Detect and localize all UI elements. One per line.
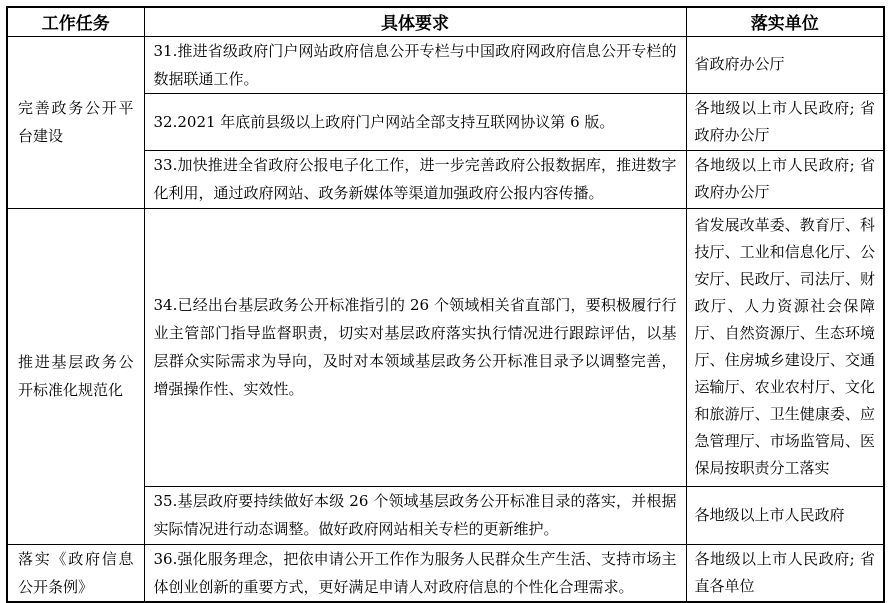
unit-cell-33: 各地级以上市人民政府; 省政府办公厅 [686, 150, 884, 208]
table-row [7, 36, 884, 93]
unit-cell-31: 省政府办公厅 [686, 36, 884, 93]
document-table [6, 6, 885, 603]
requirement-cell-31: 31.推进省级政府门户网站政府信息公开专栏与中国政府网政府信息公开专栏的数据联通工作。 [144, 36, 686, 93]
table-row [7, 544, 884, 602]
unit-cell-32: 各地级以上市人民政府; 省政府办公厅 [686, 93, 884, 150]
task-cell-grassroots-standardization: 推进基层政务公开标准化规范化 [7, 208, 144, 544]
requirement-cell-33: 33.加快推进全省政府公报电子化工作，进一步完善政府公报数据库，推进数字化利用，通过政府网站、政务新媒体等渠道加强政府公报内容传播。 [144, 150, 686, 208]
requirement-column-header: 具体要求 [144, 7, 686, 36]
task-cell-implement-regulation: 落实《政府信息公开条例》 [7, 544, 144, 602]
requirement-cell-34: 34.已经出台基层政务公开标准指引的 26 个领域相关省直部门，要积极履行行业主管部门指导监督职责，切实对基层政府落实执行情况进行跟踪评估，以基层群众实际需求为导向，及时对本领域基层政务公开标准目录予以调整完善，增强操作性、实效性。 [144, 208, 686, 486]
task-cell-platform-building: 完善政务公开平台建设 [7, 36, 144, 208]
requirement-cell-36: 36.强化服务理念，把依申请公开工作作为服务人民群众生产生活、支持市场主体创业创新的重要方式，更好满足申请人对政府信息的个性化合理需求。 [144, 544, 686, 602]
unit-cell-36: 各地级以上市人民政府; 省直各单位 [686, 544, 884, 602]
requirement-cell-32: 32.2021 年底前县级以上政府门户网站全部支持互联网协议第 6 版。 [144, 93, 686, 150]
requirement-cell-35: 35.基层政府要持续做好本级 26 个领域基层政务公开标准目录的落实，并根据实际情况进行动态调整。做好政府网站相关专栏的更新维护。 [144, 486, 686, 544]
table-row [7, 208, 884, 486]
unit-cell-35: 各地级以上市人民政府 [686, 486, 884, 544]
table-header-row [7, 7, 884, 36]
task-column-header: 工作任务 [7, 7, 144, 36]
unit-cell-34: 省发展改革委、教育厅、科技厅、工业和信息化厅、公安厅、民政厅、司法厅、财政厅、人力资源社会保障厅、自然资源厅、生态环境厅、住房城乡建设厅、交通运输厅、农业农村厅、文化和旅游厅、卫生健康委、应急管理厅、市场监管局、医保局按职责分工落实 [686, 208, 884, 486]
unit-column-header: 落实单位 [686, 7, 884, 36]
